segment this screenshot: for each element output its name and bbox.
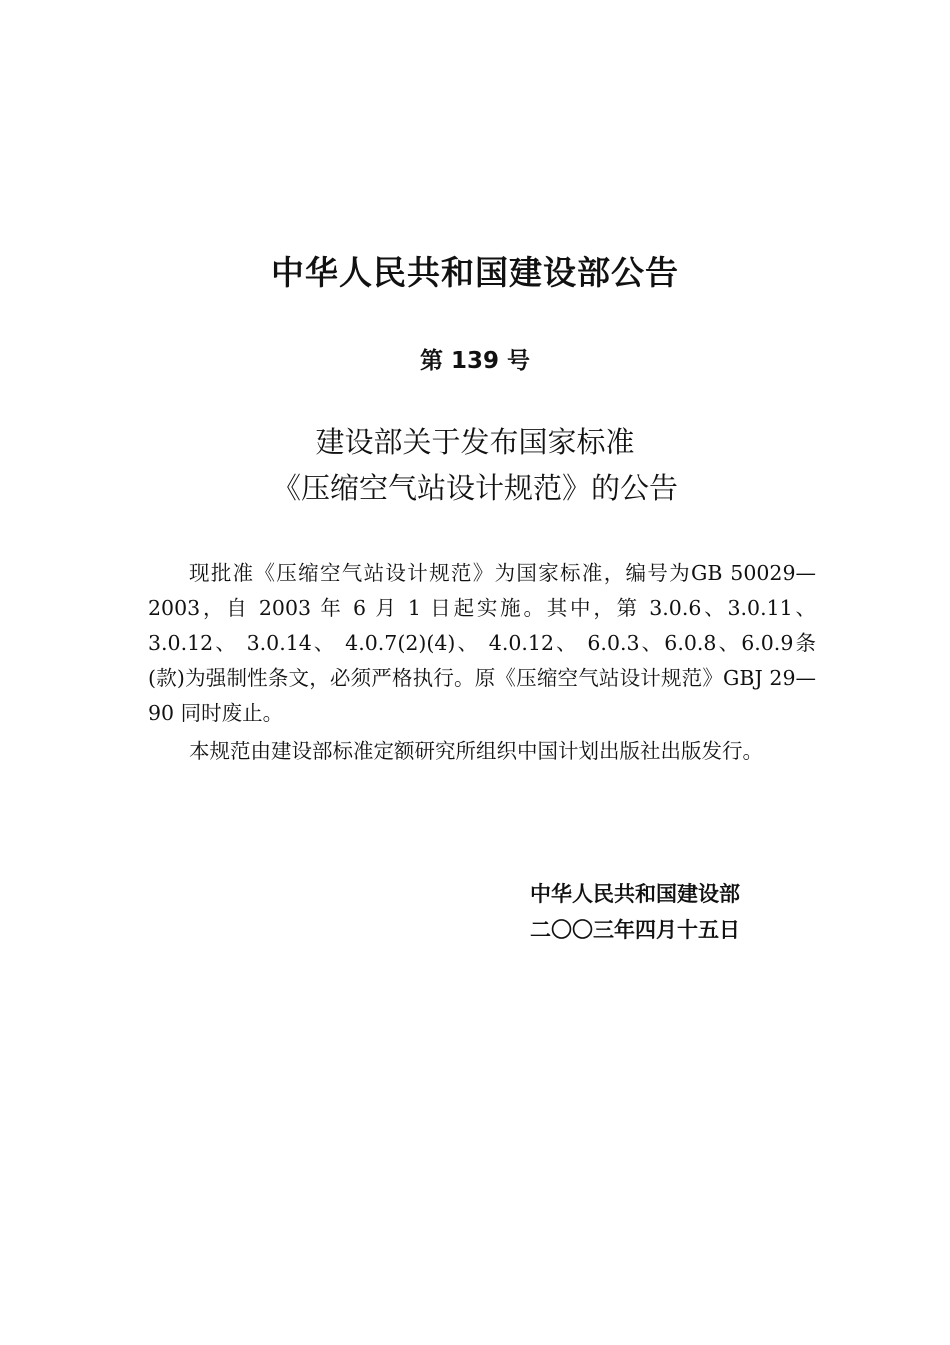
body-paragraph-2-block	[148, 734, 816, 769]
announcement-subtitle-line1: 建设部关于发布国家标准	[315, 425, 635, 459]
signature-date: 二〇〇三年四月十五日	[530, 918, 740, 942]
body-paragraph-1-block	[148, 556, 816, 731]
announcement-subtitle-line2: 《压缩空气站设计规范》的公告	[271, 471, 678, 505]
announcement-title: 中华人民共和国建设部公告	[271, 253, 679, 292]
body-paragraph-1: 现批准《压缩空气站设计规范》为国家标准，编号为GB 50029—2003，自 2003 年 6 月 1 日起实施。其中，第 3.0.6、3.0.11、 3.0.12、 3.0.14、 4.0.7(2)(4)、 4.0.12、 6.0.3、6.0.8、6.0.9条(款)为强制性条文，必须严格执行。原《压缩空气站设计规范》GBJ 29—90 同时废止。	[148, 561, 816, 725]
signature-organization: 中华人民共和国建设部	[530, 882, 740, 906]
announcement-number: 第 139 号	[419, 348, 531, 374]
body-paragraph-2: 本规范由建设部标准定额研究所组织中国计划出版社出版发行。	[189, 739, 763, 763]
